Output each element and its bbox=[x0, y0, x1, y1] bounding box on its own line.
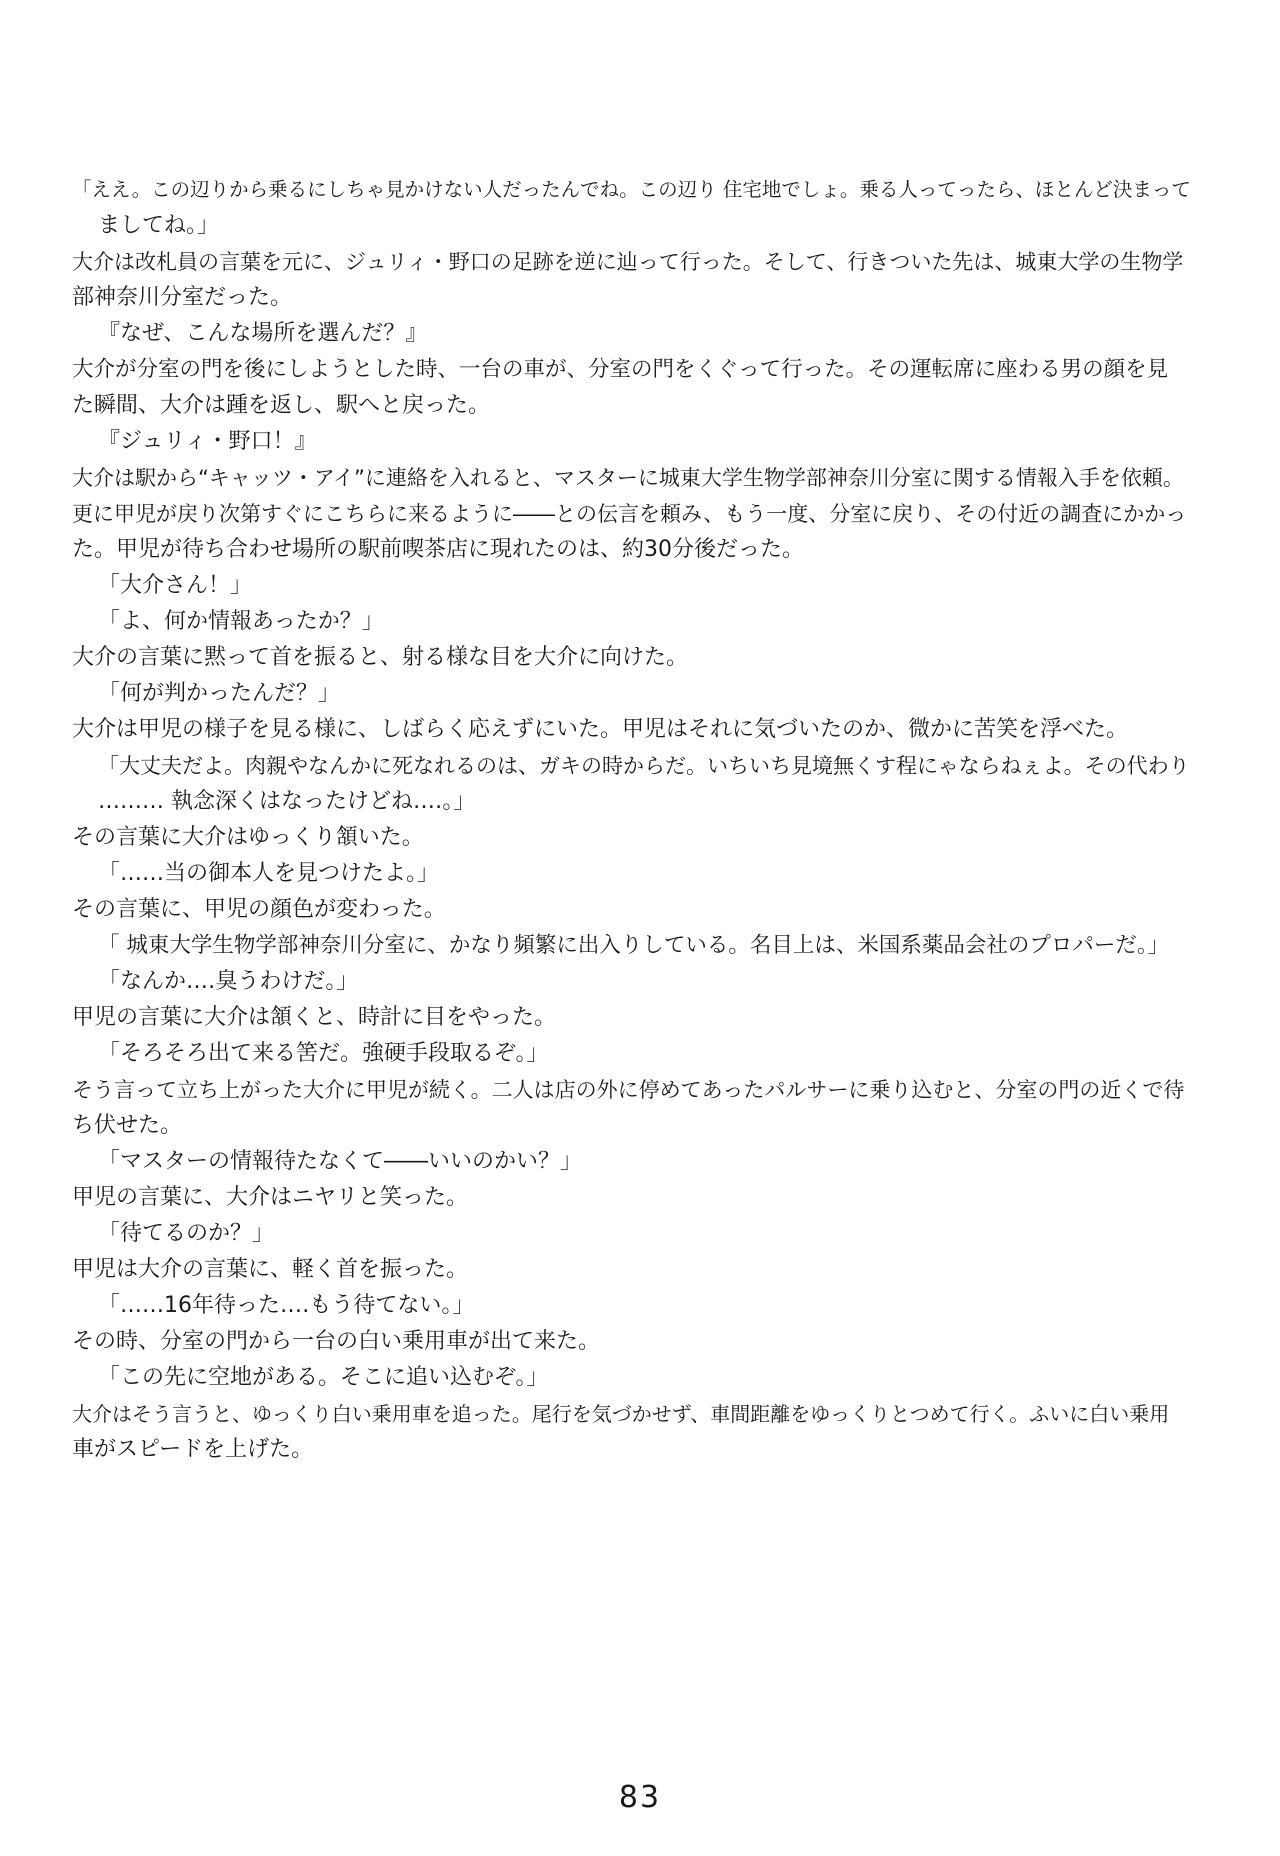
text-line: 更に甲児が戻り次第すぐにこちらに来るように――との伝言を頼み、もう一度、分室に戻り、その付近の調査にかかっ bbox=[72, 502, 1187, 526]
text-line: 「よ、何か情報あったか？」 bbox=[98, 609, 384, 634]
text-line: 「大介さん！」 bbox=[98, 573, 253, 598]
text-line: 「大丈夫だよ。肉親やなんかに死なれるのは、ガキの時からだ。いちいち見境無くす程にゃならねぇよ。その代わり bbox=[98, 754, 1190, 778]
text-line: ち伏せた。 bbox=[72, 1113, 183, 1138]
text-line: 大介は甲児の様子を見る様に、しばらく応えずにいた。甲児はそれに気づいたのか、微かに苦笑を浮べた。 bbox=[72, 717, 1129, 742]
text-line: 「待てるのか？」 bbox=[98, 1221, 275, 1246]
text-line: 「そろそろ出て来る筈だ。強硬手段取るぞ。」 bbox=[98, 1041, 549, 1066]
text-line: その時、分室の門から一台の白い乗用車が出て来た。 bbox=[72, 1329, 601, 1354]
text-line: 「 城東大学生物学部神奈川分室に、かなり頻繁に出入りしている。名目上は、米国系薬品会社のプロパーだ。」 bbox=[98, 933, 1170, 958]
text-line: 「なんか‥‥臭うわけだ。」 bbox=[98, 969, 359, 994]
text-line: 『なぜ、こんな場所を選んだ？』 bbox=[98, 321, 428, 346]
text-line: 大介が分室の門を後にしようとした時、一台の車が、分室の門をくぐって行った。その運転席に座わる男の顔を見 bbox=[72, 357, 1169, 382]
text-line: 「マスターの情報待たなくて――いいのかい？」 bbox=[98, 1149, 583, 1174]
text-line: 大介は改札員の言葉を元に、ジュリィ・野口の足跡を逆に辿って行った。そして、行きついた先は、城東大学の生物学 bbox=[72, 250, 1184, 274]
text-line: 「‥‥‥16年待った‥‥もう待てない。」 bbox=[98, 1293, 475, 1318]
text-line: た。甲児が待ち合わせ場所の駅前喫茶店に現れたのは、約30分後だった。 bbox=[72, 537, 804, 562]
body-text bbox=[72, 172, 1192, 1468]
text-line: 車がスピードを上げた。 bbox=[72, 1437, 314, 1462]
text-line: 大介はそう言うと、ゆっくり白い乗用車を追った。尾行を気づかせず、車間距離をゆっくりとつめて行く。ふいに白い乗用 bbox=[72, 1402, 1170, 1426]
text-line: その言葉に、甲児の顔色が変わった。 bbox=[72, 897, 446, 922]
text-line: 甲児の言葉に、大介はニヤリと笑った。 bbox=[72, 1185, 469, 1210]
text-line: 「何が判かったんだ？」 bbox=[98, 681, 341, 706]
text-line: 「‥‥‥当の御本人を見つけたよ。」 bbox=[98, 861, 440, 886]
text-line: ……… 執念深くはなったけどね‥‥。」 bbox=[98, 789, 476, 814]
text-line: 甲児は大介の言葉に、軽く首を振った。 bbox=[72, 1257, 469, 1282]
text-line: 「この先に空地がある。そこに追い込むぞ。」 bbox=[98, 1365, 549, 1390]
text-line: その言葉に大介はゆっくり頷いた。 bbox=[72, 825, 424, 850]
text-line: 部神奈川分室だった。 bbox=[72, 285, 293, 310]
text-line: ましてね。」 bbox=[98, 213, 220, 238]
text-line: 「ええ。この辺りから乗るにしちゃ見かけない人だったんでね。この辺り 住宅地でしょ。乗る人ってったら、ほとんど決まって bbox=[72, 178, 1191, 201]
text-line: 『ジュリィ・野口！』 bbox=[98, 429, 317, 454]
page-number: 83 bbox=[618, 1780, 662, 1815]
text-line: 大介の言葉に黙って首を振ると、射る様な目を大介に向けた。 bbox=[72, 645, 689, 670]
text-line: た瞬間、大介は踵を返し、駅へと戻った。 bbox=[72, 393, 491, 418]
text-line: 甲児の言葉に大介は頷くと、時計に目をやった。 bbox=[72, 1005, 557, 1030]
text-line: 大介は駅から“キャッツ・アイ”に連絡を入れると、マスターに城東大学生物学部神奈川分室に関する情報入手を依頼。 bbox=[72, 466, 1184, 490]
text-line: そう言って立ち上がった大介に甲児が続く。二人は店の外に停めてあったパルサーに乗り込むと、分室の門の近くで待 bbox=[72, 1078, 1185, 1102]
